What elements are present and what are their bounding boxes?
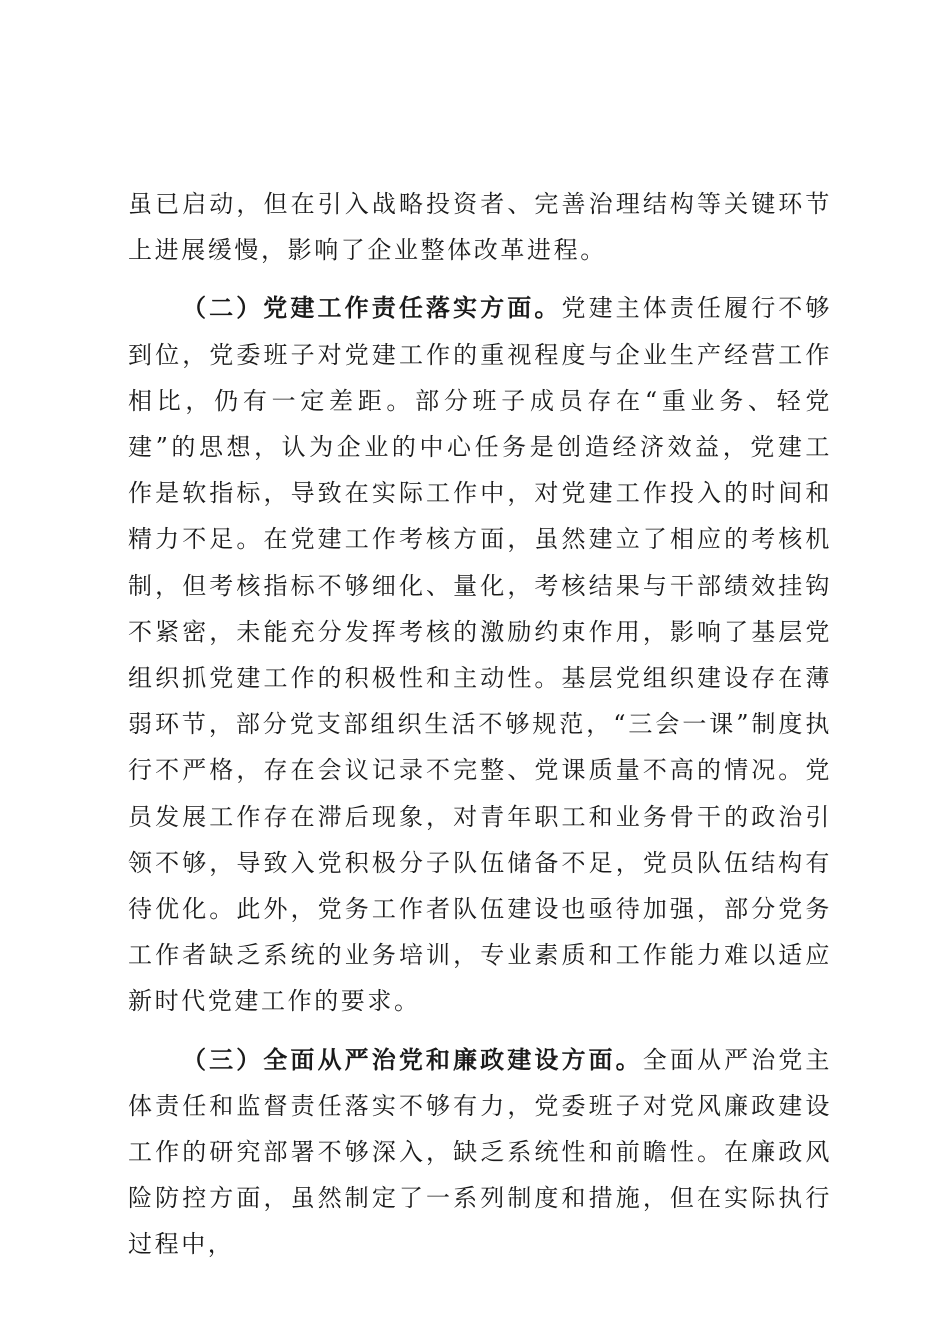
paragraph-text: 虽已启动，但在引入战略投资者、完善治理结构等关键环节上进展缓慢，影响了企业整体改革进程。 [128,190,832,265]
paragraph-party-building [128,285,832,1024]
document-body [128,181,832,1268]
section-heading: （三）全面从严治党和廉政建设方面。 [182,1044,643,1074]
section-heading: （二）党建工作责任落实方面。 [182,293,562,323]
paragraph-text: 党建主体责任履行不够到位，党委班子对党建工作的重视程度与企业生产经营工作相比，仍有一定差距。部分班子成员存在“重业务、轻党建”的思想，认为企业的中心任务是创造经济效益，党建工作是软指标，导致在实际工作中，对党建工作投入的时间和精力不足。在党建工作考核方面，虽然建立了相应的考核机制，但考核指标不够细化、量化，考核结果与干部绩效挂钩不紧密，未能充分发挥考核的激励约束作用，影响了基层党组织抓党建工作的积极性和主动性。基层党组织建设存在薄弱环节，部分党支部组织生活不够规范，“三会一课”制度执行不严格，存在会议记录不完整、党课质量不高的情况。党员发展工作存在滞后现象，对青年职工和业务骨干的政治引领不够，导致入党积极分子队伍储备不足，党员队伍结构有待优化。此外，党务工作者队伍建设也亟待加强，部分党务工作者缺乏系统的业务培训，专业素质和工作能力难以适应新时代党建工作的要求。 [128,294,833,1016]
paragraph-strict-governance [128,1037,832,1268]
paragraph-continuation [128,181,832,273]
paragraph-text: 全面从严治党主体责任和监督责任落实不够有力，党委班子对党风廉政建设工作的研究部署不够深入，缺乏系统性和前瞻性。在廉政风险防控方面，虽然制定了一系列制度和措施，但在实际执行过程中， [128,1045,833,1259]
